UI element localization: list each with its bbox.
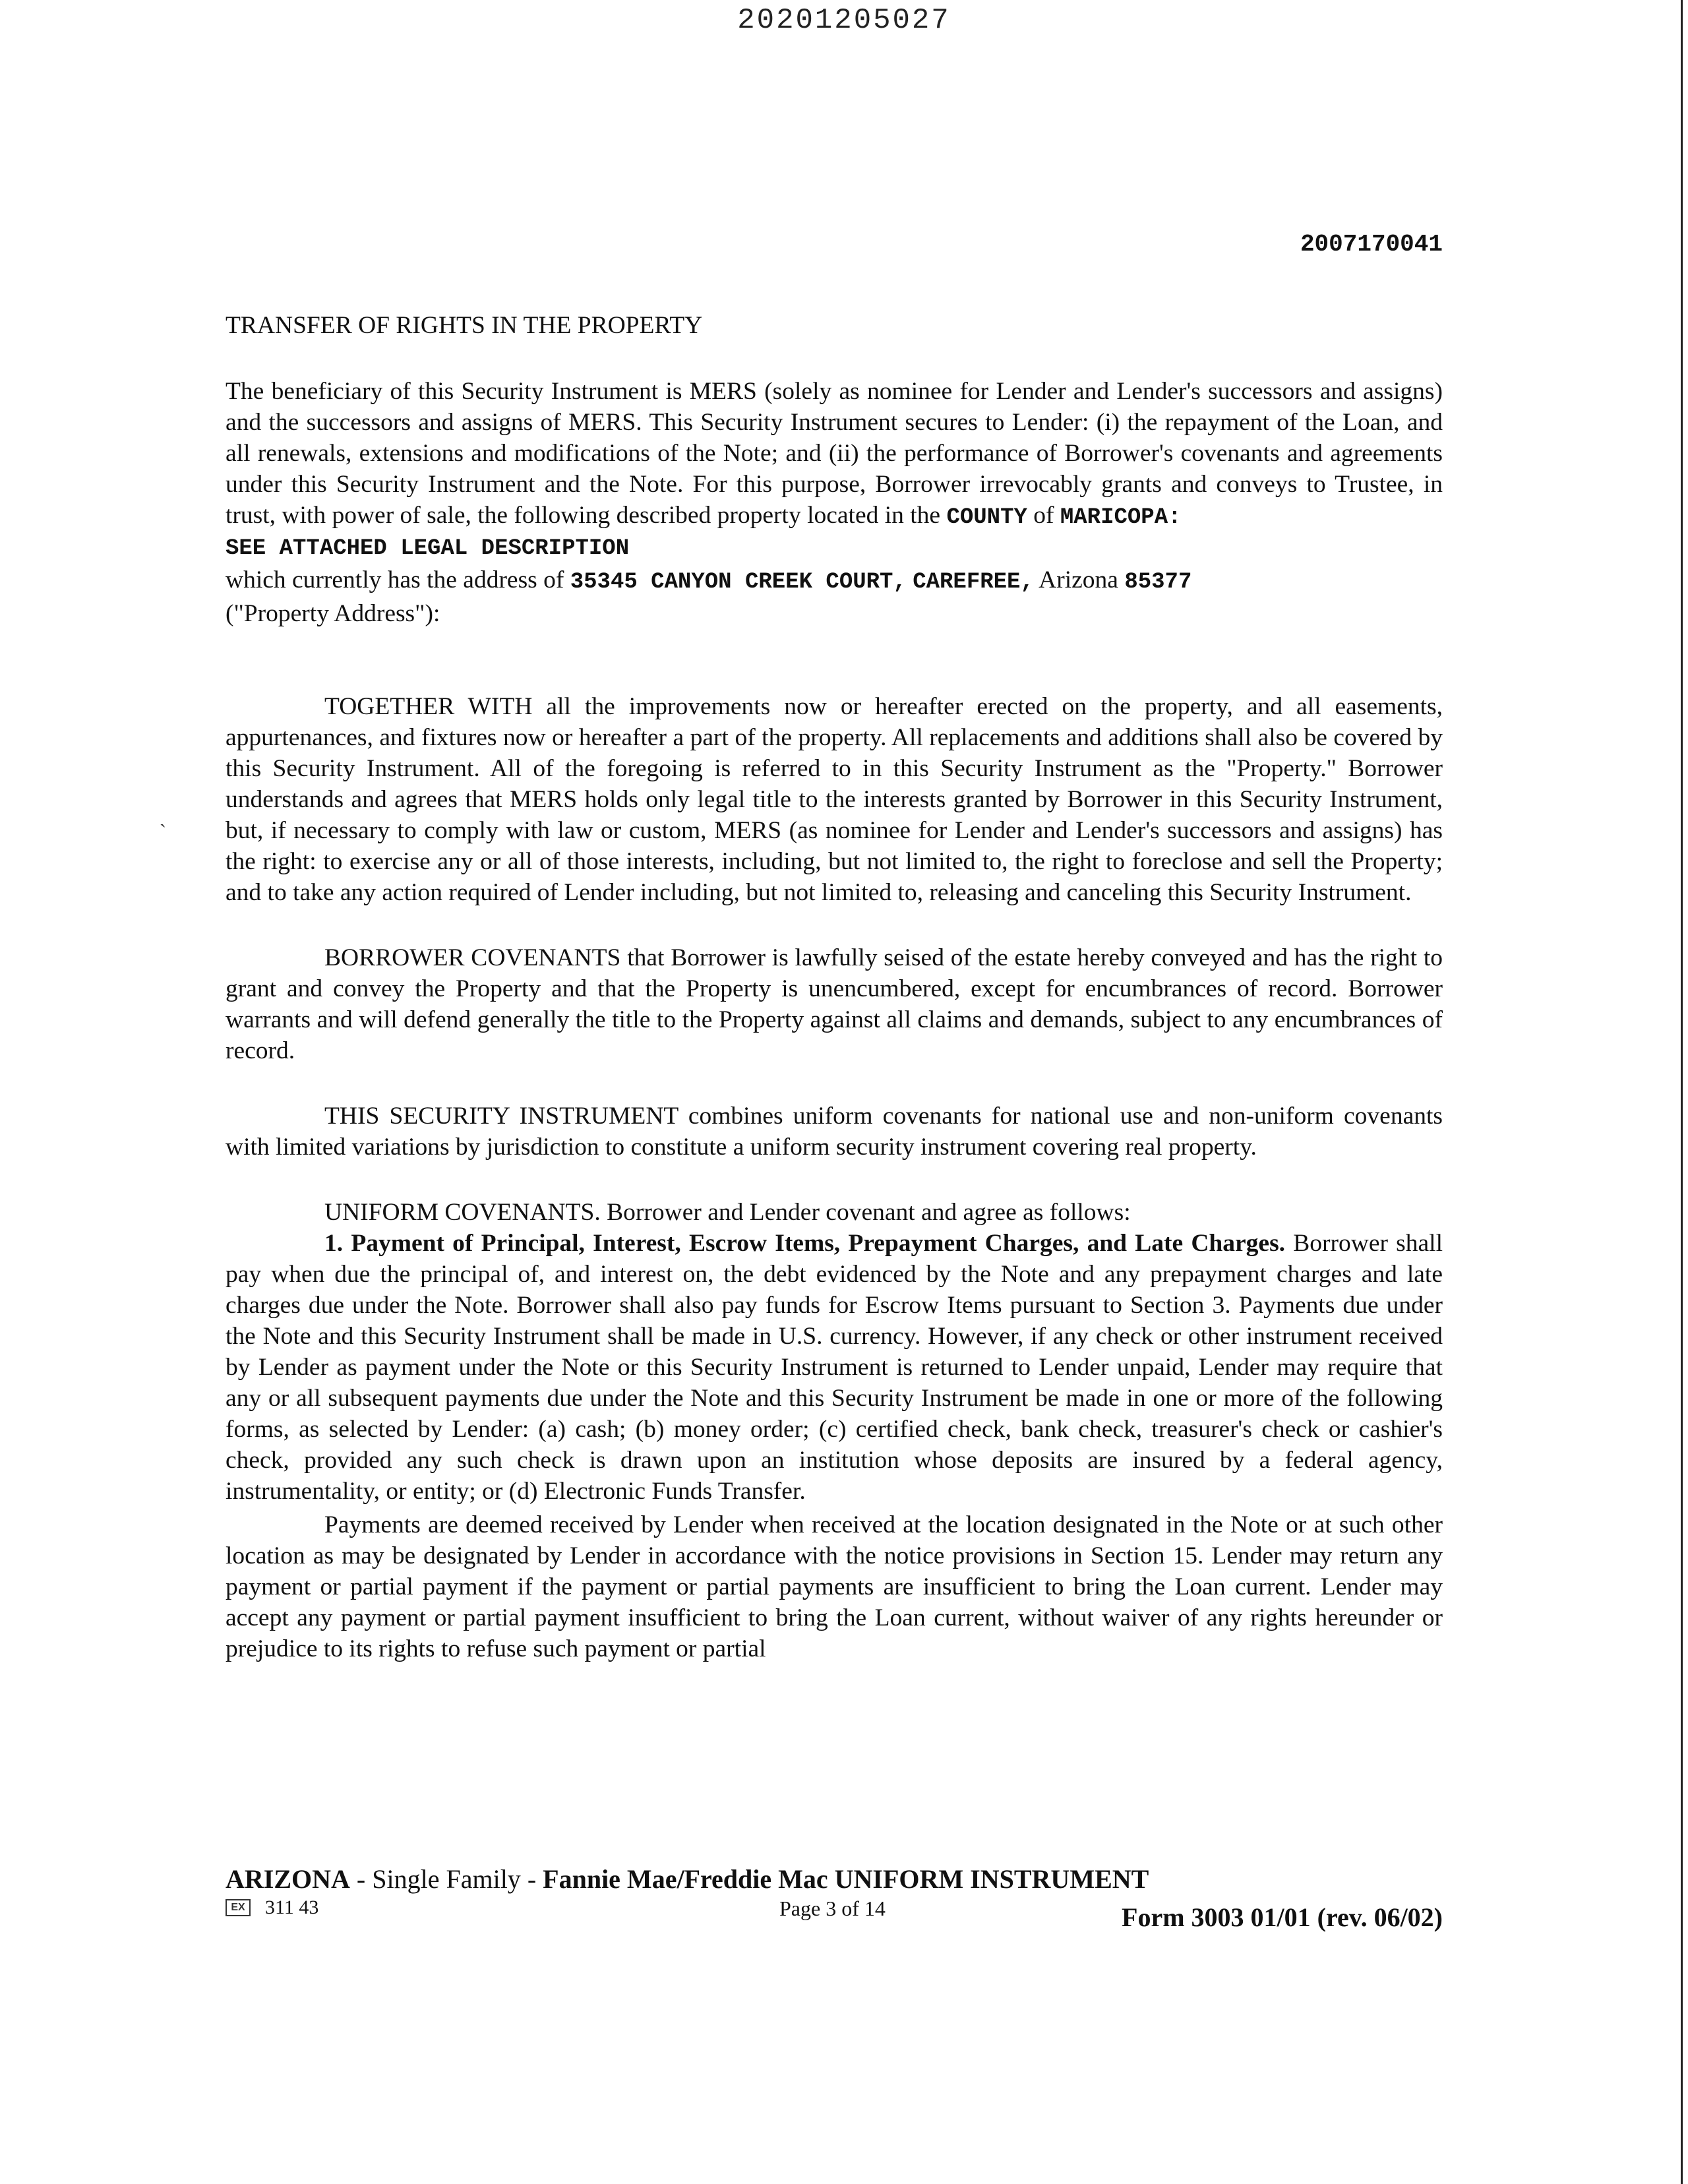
- footer-instrument: Fannie Mae/Freddie Mac UNIFORM INSTRUMENT: [543, 1864, 1149, 1894]
- margin-tick-mark: ˏ: [160, 806, 166, 828]
- property-address-line: [226, 564, 1443, 598]
- property-address-label: ("Property Address"):: [226, 600, 440, 627]
- footer-title: [226, 1864, 1149, 1895]
- security-instrument-paragraph: THIS SECURITY INSTRUMENT combines uniform covenants for national use and non-uniform covenants with limited variations by jurisdiction to constitute a uniform security instrument covering real property.: [226, 1103, 1443, 1161]
- county-label: COUNTY: [946, 505, 1027, 530]
- borrower-covenants-paragraph: BORROWER COVENANTS that Borrower is lawfully seised of the estate hereby conveyed and has the right to grant and convey the Property and that the Property is unencumbered, except for encumbrances of record. Borrower warrants and will defend generally the title to the Property against all claims and demands, subject to any encumbrances of record.: [226, 944, 1443, 1064]
- loan-number: 2007170041: [1300, 231, 1443, 258]
- footer-separator: -: [349, 1864, 373, 1894]
- footer-meta: [226, 1896, 1443, 1933]
- state: Arizona: [1039, 566, 1118, 593]
- section-1-body: Borrower shall pay when due the principal of, and interest on, the debt evidenced by the Note and any prepayment charges and late charges due under the Note. Borrower shall also pay funds for Escrow Items pursuant to Section 3. Payments due under the Note and this Security Instrument shall be made in U.S. currency. However, if any check or other instrument received by Lender as payment under the Note or this Security Instrument is returned to Lender unpaid, Lender may require that any or all subsequent payments due under the Note and this Security Instrument be made in one or more of the following forms, as selected by Lender: (a) cash; (b) money order; (c) certified check, bank check, treasurer's check or cashier's check, provided any such check is drawn upon an institution whose deposits are insured by a federal agency, instrumentality, or entity; or (d) Electronic Funds Transfer.: [226, 1230, 1443, 1505]
- footer-separator: -: [520, 1864, 543, 1894]
- uniform-covenants-intro: UNIFORM COVENANTS. Borrower and Lender covenant and agree as follows:: [324, 1199, 1131, 1226]
- street-address: 35345 CANYON CREEK COURT,: [570, 570, 907, 595]
- city: CAREFREE,: [913, 570, 1034, 595]
- footer-family: Single Family: [372, 1864, 521, 1894]
- section-1-paragraph: [226, 1228, 1443, 1507]
- section-heading: TRANSFER OF RIGHTS IN THE PROPERTY: [226, 312, 703, 339]
- zip-code: 85377: [1124, 570, 1192, 595]
- legal-description: SEE ATTACHED LEGAL DESCRIPTION: [226, 536, 630, 561]
- page-number: Page 3 of 14: [779, 1896, 886, 1920]
- transfer-paragraph: [226, 376, 1443, 533]
- of-word: of: [1033, 502, 1054, 529]
- together-with-paragraph: TOGETHER WITH all the improvements now or hereafter erected on the property, and all easements, appurtenances, and fixtures now or hereafter a part of the property. All replacements and additions shall also be covered by this Security Instrument. All of the foregoing is referred to in this Security Instrument as the "Property." Borrower understands and agrees that MERS holds only legal title to the interests granted by Borrower in this Security Instrument, but, if necessary to comply with law or custom, MERS (as nominee for Lender and Lender's successors and assigns) has the right: to exercise any or all of those interests, including, but not limited to, the right to foreclose and sell the Property; and to take any action required of Lender including, but not limited to, releasing and canceling this Security Instrument.: [226, 693, 1443, 906]
- transfer-text: The beneficiary of this Security Instrument is MERS (solely as nominee for Lender and Lender's successors and assigns) and the successors and assigns of MERS. This Security Instrument secures to Lender: (i) the repayment of the Loan, and all renewals, extensions and modifications of the Note; and (ii) the performance of Borrower's covenants and agreements under this Security Instrument and the Note. For this purpose, Borrower irrevocably grants and conveys to Trustee, in trust, with power of sale, the following described property located in the: [226, 378, 1443, 529]
- address-intro: which currently has the address of: [226, 566, 564, 593]
- document-body: [226, 310, 1443, 1664]
- section-1-title: 1. Payment of Principal, Interest, Escrow Items, Prepayment Charges, and Late Charges.: [324, 1230, 1286, 1257]
- county-name: MARICOPA:: [1060, 505, 1182, 530]
- page-edge-line: [1681, 0, 1683, 2184]
- payments-paragraph: Payments are deemed received by Lender when received at the location designated in the Note or at such other location as may be designated by Lender in accordance with the notice provisions in Section 15. Lender may return any payment or partial payment if the payment or partial payments are insufficient to bring the Loan current. Lender may accept any payment or partial payment insufficient to bring the Loan current, without waiver of any rights hereunder or prejudice to its rights to refuse such payment or partial: [226, 1511, 1443, 1662]
- form-code-text: 311 43: [265, 1896, 319, 1918]
- recording-number: 20201205027: [737, 4, 951, 37]
- ellie-mae-logo-icon: EX: [226, 1899, 251, 1916]
- form-id: Form 3003 01/01 (rev. 06/02): [1122, 1902, 1443, 1932]
- footer-state: ARIZONA: [226, 1864, 350, 1894]
- form-code: [226, 1896, 318, 1919]
